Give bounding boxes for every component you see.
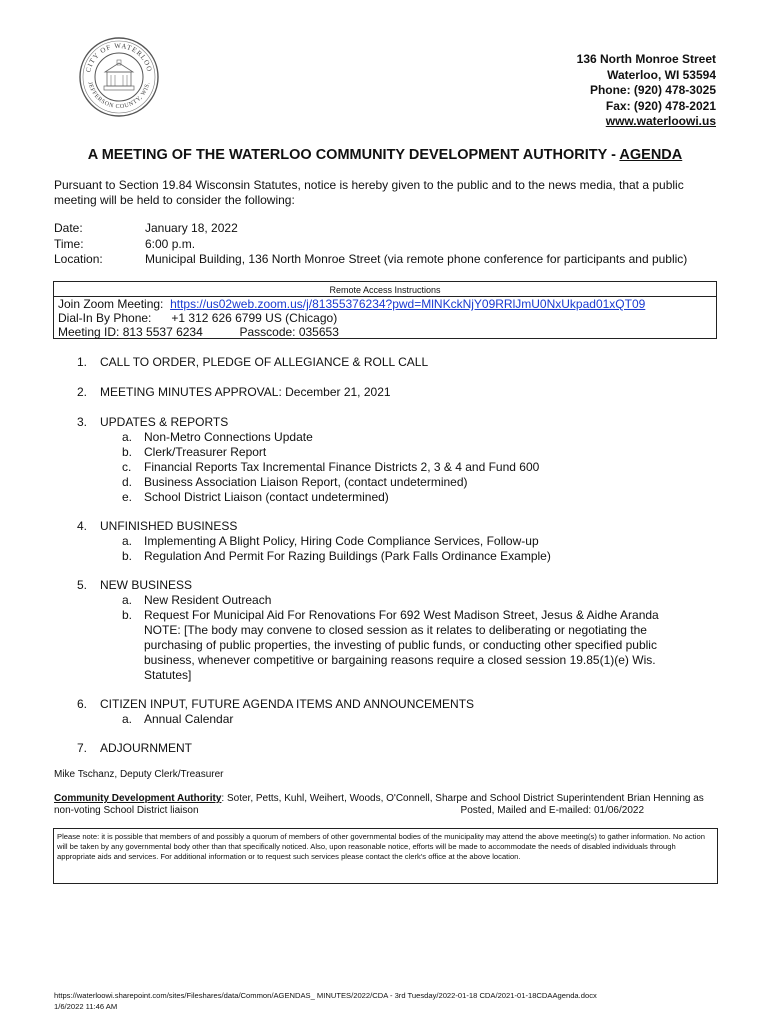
phone-number: Phone: (920) 478-3025 — [589, 83, 716, 97]
sub-item-letter: a. — [122, 430, 133, 444]
agenda-item-new-business — [77, 578, 192, 593]
sub-item — [122, 593, 271, 608]
sub-item — [122, 608, 659, 623]
cda-member-list: : Soter, Petts, Kuhl, Weihert, Woods, O'Connell, Sharpe and School District Superintendent Brian Henning as non-voting School District liaison — [54, 793, 704, 816]
fax-number: Fax: (920) 478-2021 — [605, 98, 716, 113]
meeting-id: Meeting ID: 813 5537 6234 — [58, 325, 203, 339]
item-number: 1. — [77, 355, 88, 369]
sub-item-text: Annual Calendar — [144, 712, 234, 726]
dial-in-number: +1 312 626 6799 US (Chicago) — [171, 311, 338, 325]
sub-item-text: School District Liaison (contact undetermined) — [144, 490, 389, 504]
sub-item — [122, 712, 233, 727]
seal-top-text: CITY OF WATERLOO — [84, 41, 154, 74]
item-text: MEETING MINUTES APPROVAL: December 21, 2021 — [100, 385, 391, 399]
detail-value: January 18, 2022 — [145, 221, 238, 235]
sub-item — [122, 490, 389, 505]
agenda-item-unfinished-business — [77, 519, 237, 534]
item-number: 2. — [77, 385, 88, 399]
item-number: 4. — [77, 519, 88, 533]
sub-item — [122, 549, 551, 564]
sub-item-letter: a. — [122, 593, 133, 607]
posted-date: Posted, Mailed and E-mailed: 01/06/2022 — [460, 805, 644, 816]
detail-label: Location: — [54, 252, 103, 266]
zoom-meeting-link[interactable]: https://us02web.zoom.us/j/81355376234?pwd=MlNKckNjY09RRlJmU0NxUkpad01xQT09 — [170, 297, 646, 311]
zoom-label: Join Zoom Meeting: — [58, 297, 164, 311]
detail-label: Time: — [54, 236, 84, 251]
item-number: 6. — [77, 697, 88, 711]
sub-item — [122, 534, 539, 549]
sub-item-letter: b. — [122, 608, 133, 622]
print-timestamp: 1/6/2022 11:46 AM — [54, 1002, 118, 1011]
cda-label: Community Development Authority — [54, 793, 222, 804]
title-main: A MEETING OF THE WATERLOO COMMUNITY DEVELOPMENT AUTHORITY - — [87, 147, 620, 163]
agenda-item-minutes — [77, 385, 391, 400]
detail-value: Municipal Building, 136 North Monroe Street (via remote phone conference for participants and public) — [145, 252, 688, 266]
intro-paragraph: Pursuant to Section 19.84 Wisconsin Statutes, notice is hereby given to the public and to the news media, that a public meeting will be held to consider the following: — [54, 178, 684, 207]
sub-item-text: Non-Metro Connections Update — [144, 430, 313, 444]
street-address: 136 North Monroe Street — [576, 52, 716, 66]
cda-members — [54, 793, 720, 817]
sub-item-letter: a. — [122, 534, 133, 548]
file-path: https://waterloowi.sharepoint.com/sites/Fileshares/data/Common/AGENDAS_ MINUTES/2022/CDA - 3rd Tuesday/2022-01-18 CDA/2021-01-18CDAAgenda.docx — [54, 991, 597, 1000]
sub-item-text: Clerk/Treasurer Report — [144, 445, 267, 459]
item-number: 3. — [77, 415, 88, 429]
agenda-item-call-to-order — [77, 355, 428, 370]
remote-access-box — [53, 281, 717, 339]
sub-item — [122, 460, 539, 475]
remote-access-body — [54, 296, 716, 339]
sub-item — [122, 430, 313, 445]
sub-item-letter: c. — [122, 460, 132, 474]
dial-in-label: Dial-In By Phone: — [58, 311, 152, 325]
sub-item-letter: e. — [122, 490, 133, 504]
detail-row-time — [54, 237, 687, 253]
item-number: 7. — [77, 741, 88, 755]
detail-row-date — [54, 221, 687, 237]
closed-session-note: NOTE: [The body may convene to closed session as it relates to deliberating or negotiating the purchasing of public properties, the investing of public funds, or conducting other specified public business, whenever competitive or bargaining reasons require a closed session 19.85(1)(e) Wis. Statutes] — [144, 623, 657, 682]
item-text: UNFINISHED BUSINESS — [100, 519, 238, 533]
city-seal-logo — [78, 36, 160, 118]
title-agenda: AGENDA — [619, 147, 683, 163]
agenda-item-citizen-input — [77, 697, 474, 712]
sub-item-letter: d. — [122, 475, 133, 489]
item-text: CITIZEN INPUT, FUTURE AGENDA ITEMS AND ANNOUNCEMENTS — [100, 697, 475, 711]
sub-item-text: Financial Reports Tax Incremental Finance Districts 2, 3 & 4 and Fund 600 — [144, 460, 540, 474]
agenda-item-updates — [77, 415, 228, 430]
seal-bottom-text: JEFFERSON COUNTY, WIS. — [86, 81, 152, 111]
detail-label: Date: — [54, 221, 83, 235]
disclaimer-box: Please note: it is possible that members of and possibly a quorum of members of other governmental bodies of the municipality may attend the above meeting(s) to gather information. No action will be taken by any governmental body other than that specifically noticed. Also, upon reasonable notice, efforts will be made to accommodate the needs of disabled individuals through appropriate aids and services. For additional information or to request such services please contact the clerk's office at the above location. — [53, 828, 718, 884]
sub-item-letter: a. — [122, 712, 133, 726]
sub-item — [122, 475, 468, 490]
item-text: UPDATES & REPORTS — [100, 415, 229, 429]
footer — [54, 990, 597, 1012]
address-block — [577, 52, 716, 130]
passcode: Passcode: 035653 — [239, 325, 339, 339]
detail-row-location — [54, 252, 687, 268]
item-text: CALL TO ORDER, PLEDGE OF ALLEGIANCE & ROLL CALL — [100, 355, 429, 369]
agenda-item-adjournment — [77, 741, 192, 756]
sub-item-text: Request For Municipal Aid For Renovations For 692 West Madison Street, Jesus & Aidhe Aranda — [144, 608, 659, 622]
sub-item-text: Regulation And Permit For Razing Buildings (Park Falls Ordinance Example) — [144, 549, 551, 563]
city-state-zip: Waterloo, WI 53594 — [607, 67, 716, 82]
website-link[interactable]: www.waterloowi.us — [605, 114, 716, 128]
sub-item — [122, 445, 266, 460]
item-text: ADJOURNMENT — [100, 741, 192, 755]
sub-item-letter: b. — [122, 445, 133, 459]
sub-item-text: Business Association Liaison Report, (contact undetermined) — [144, 475, 468, 489]
detail-value: 6:00 p.m. — [145, 236, 196, 251]
sub-item-text: Implementing A Blight Policy, Hiring Code Compliance Services, Follow-up — [144, 534, 539, 548]
item-number: 5. — [77, 578, 88, 592]
meeting-details — [54, 221, 687, 268]
sub-item-text: New Resident Outreach — [144, 593, 272, 607]
item-text: NEW BUSINESS — [100, 578, 193, 592]
remote-access-heading: Remote Access Instructions — [329, 285, 441, 295]
signer-name: Mike Tschanz, Deputy Clerk/Treasurer — [54, 769, 224, 780]
sub-item-letter: b. — [122, 549, 133, 563]
document-title — [0, 147, 770, 163]
